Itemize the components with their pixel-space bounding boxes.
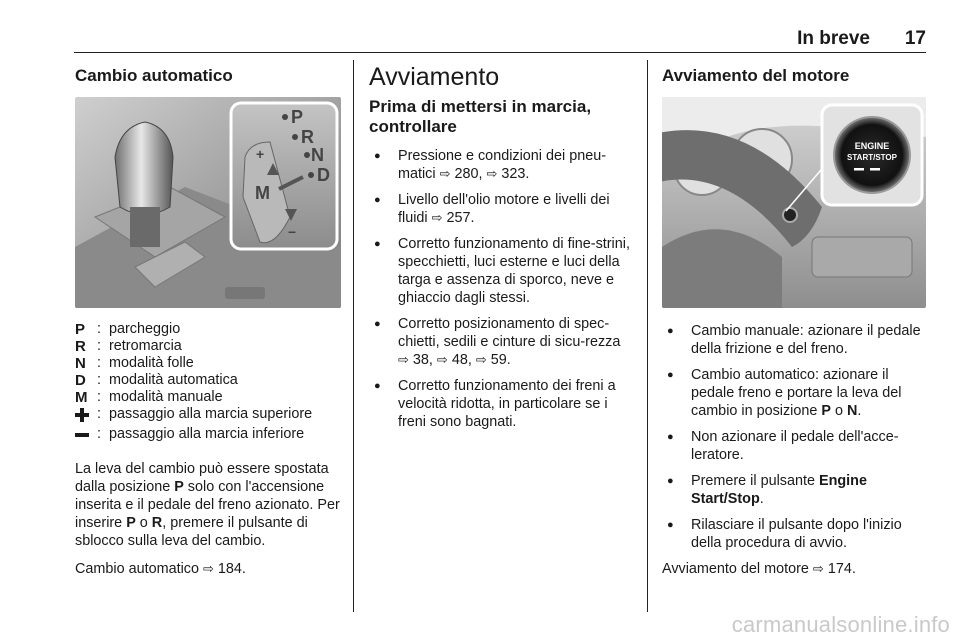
page-ref-icon: ⇨ [812,561,824,576]
engine-start-steps [662,322,928,552]
list-item: ● Non azionare il pedale dell'acce-leratore. [662,428,928,464]
section-title-avviamento: Avviamento [369,63,500,91]
column-engine-start [662,60,928,578]
figure-label-d: D [317,165,330,185]
figure-label-plus: + [256,146,265,162]
legend-key: R [75,338,86,355]
page-ref-icon: ⇨ [439,166,451,181]
page-ref-icon: ⇨ [431,210,443,225]
legend-text: modalità automatica [109,372,238,388]
watermark: carmanualsonline.info [731,612,950,637]
section-title-cambio: Cambio automatico [75,66,233,85]
legend-row: : passaggio alla marcia superiore [75,406,341,426]
cross-reference-paragraph: Cambio automatico ⇨ 184. [75,561,246,577]
figure-label-n: N [311,145,324,165]
figure-label-r: R [301,127,314,147]
pre-drive-checklist [369,147,635,431]
legend-key: D [75,372,86,389]
column-divider-1 [353,60,354,612]
gear-legend [75,321,341,446]
legend-text: retromarcia [109,338,182,354]
figure-label-m: M [255,183,270,203]
minus-icon [75,428,89,442]
list-item: ● Premere il pulsante Engine Start/Stop. [662,472,928,508]
list-item: ● Cambio automatico: azionare il pedale freno e portare la leva del cambio in posizione P o N. [662,366,928,420]
legend-text: modalità manuale [109,389,223,405]
legend-text: modalità folle [109,355,194,371]
legend-row: M : modalità manuale [75,389,341,406]
list-item: ● Corretto funzionamento di fine-strini, specchietti, luci esterne e luci della targa e assenza di sporco, neve e ghiaccio dagli stessi. [369,235,635,307]
checklist-subtitle: Prima di mettersi in marcia, controllare [369,97,592,136]
legend-row: R : retromarcia [75,338,341,355]
engine-start-reference: Avviamento del motore ⇨ 174. [662,561,856,577]
column-divider-2 [647,60,648,612]
legend-row: N : modalità folle [75,355,341,372]
page-ref-icon: ⇨ [486,166,498,181]
list-item: ● Corretto posizionamento di spec-chietti, sedili e cinture di sicu-rezza ⇨ 38, ⇨ 48, ⇨ 59. [369,315,635,369]
page-ref-icon: ⇨ [475,352,487,367]
section-title-engine-start: Avviamento del motore [662,66,850,85]
legend-key: N [75,355,86,372]
plus-icon [75,408,89,422]
legend-row: P : parcheggio [75,321,341,338]
list-item: ● Pressione e condizioni dei pneu-matici ⇨ 280, ⇨ 323. [369,147,635,183]
legend-text: passaggio alla marcia inferiore [109,426,305,442]
start-stop-label: START/STOP [847,153,897,162]
list-item: ● Livello dell'olio motore e livelli dei fluidi ⇨ 257. [369,191,635,227]
column-starting [369,60,635,439]
engine-label: ENGINE [854,141,890,151]
dashboard-start-button-illustration [662,97,926,308]
list-item: ● Cambio manuale: azionare il pedale della frizione e del freno. [662,322,928,358]
legend-key: M [75,389,88,406]
list-item: ● Corretto funzionamento dei freni a velocità ridotta, in particolare se i freni sono bagnati. [369,377,635,431]
list-item: ● Rilasciare il pulsante dopo l'inizio della procedura di avvio. [662,516,928,552]
page-number: 17 [904,28,926,49]
page-header [74,27,926,53]
legend-text: passaggio alla marcia superiore [109,406,313,422]
legend-row: D : modalità automatica [75,372,341,389]
figure-label-minus: − [288,224,297,240]
figure-label-p: P [291,107,304,127]
column-automatic-transmission [75,60,341,578]
gear-lever-illustration [75,97,341,308]
legend-key: P [75,321,86,338]
gear-lever-paragraph: La leva del cambio può essere spostata dalla posizione P solo con l'accensione inserita e il pedale del freno azionato. Per inserire P o R, premere il pulsante di sblocco sulla leva del cambio. [75,461,340,549]
page-ref-icon: ⇨ [398,352,409,367]
header-section-title: In breve [797,28,870,49]
legend-row: : passaggio alla marcia inferiore [75,426,341,446]
page-ref-icon: ⇨ [202,561,214,576]
page-ref-icon: ⇨ [436,352,448,367]
legend-text: parcheggio [109,321,181,337]
